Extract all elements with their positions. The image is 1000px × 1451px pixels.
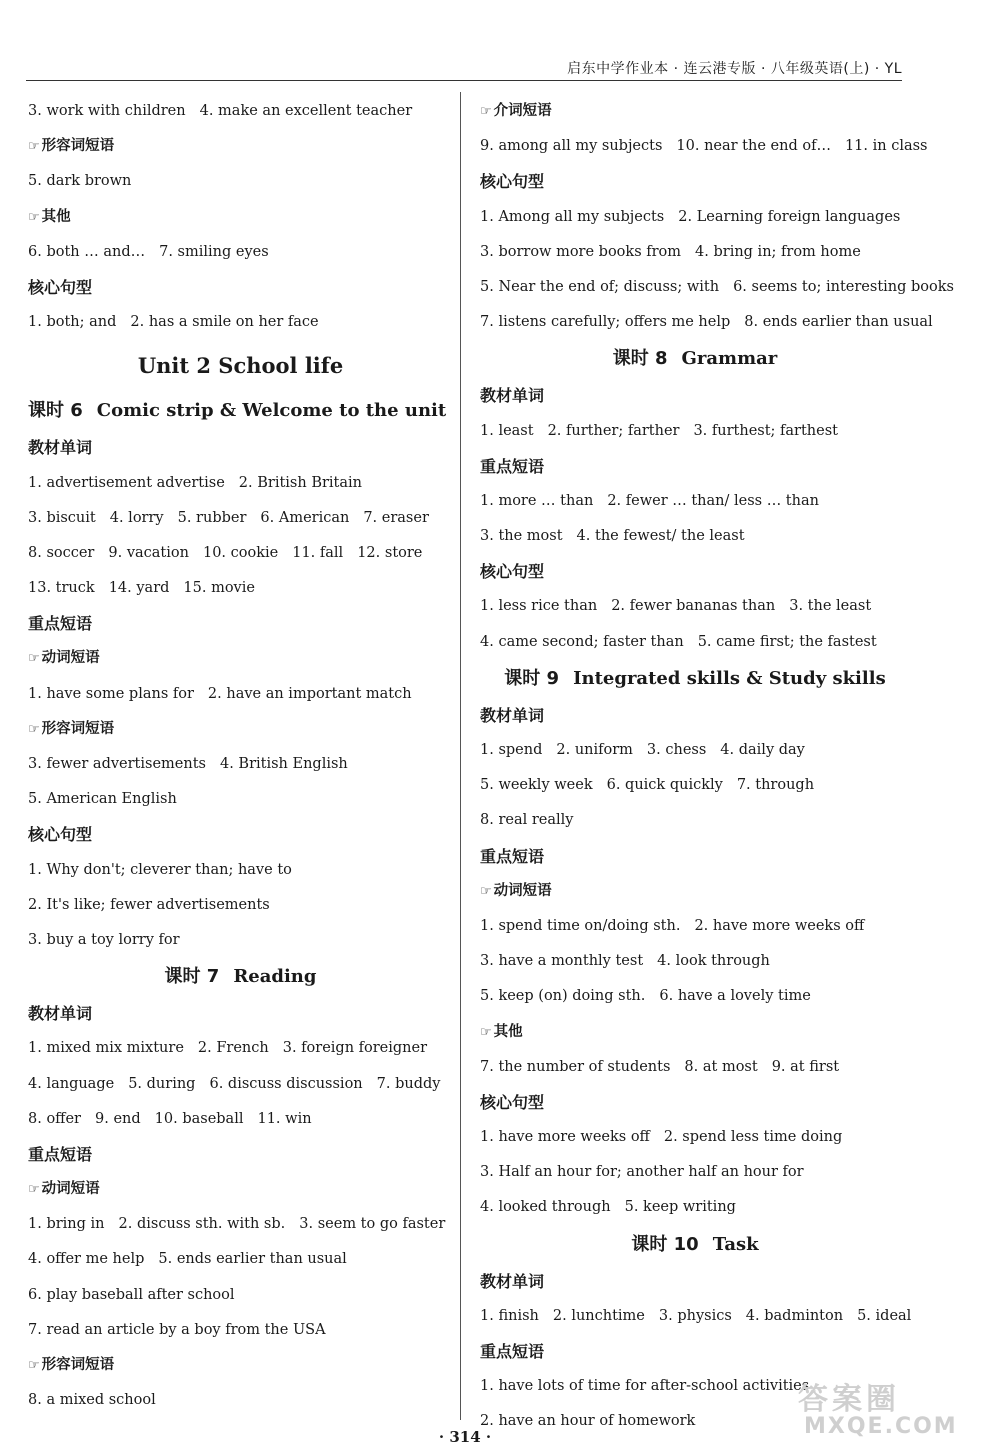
section-heading: 教材单词 xyxy=(480,386,545,406)
left-column xyxy=(28,94,453,1418)
answer-item: 1. Among all my subjects xyxy=(480,208,665,225)
section-heading: 教材单词 xyxy=(480,705,545,725)
answer-item: 3. work with children xyxy=(28,103,186,119)
answer-item: 2. uniform xyxy=(556,742,633,758)
answer-line xyxy=(28,164,453,199)
answer-item: 9. among all my subjects xyxy=(480,138,663,155)
answer-line xyxy=(480,1050,910,1085)
lesson-title: 课时 9 Integrated skills & Study skills xyxy=(504,667,886,689)
answer-line xyxy=(480,589,910,624)
answer-item: 5. came first; the fastest xyxy=(697,633,877,650)
answer-line xyxy=(28,1067,453,1102)
answer-item: 2. spend less time doing xyxy=(663,1129,843,1146)
answer-item: 3. foreign foreigner xyxy=(282,1040,428,1057)
subheading-preposition-phrases: ☞ 介词短语 xyxy=(480,103,552,119)
answer-line xyxy=(480,733,910,768)
answer-item: 2. lunchtime xyxy=(552,1307,645,1324)
pointing-hand-icon: ☞ xyxy=(28,651,40,667)
answer-item: 3. chess xyxy=(646,742,707,758)
answer-item: 2. Learning foreign languages xyxy=(678,208,901,225)
answer-item: 6. seems to; interesting books xyxy=(733,278,954,295)
section-heading: 核心句型 xyxy=(28,825,93,845)
section-heading: 重点短语 xyxy=(480,846,545,866)
section-heading: 重点短语 xyxy=(480,456,545,476)
answer-item: 6. American xyxy=(260,509,350,526)
answer-line xyxy=(480,768,910,803)
pointing-hand-icon: ☞ xyxy=(28,1182,40,1198)
answer-item: 4. lorry xyxy=(109,509,164,526)
answer-item: 7. read an article by a boy from the USA xyxy=(28,1321,326,1338)
answer-item: 5. dark brown xyxy=(28,173,132,190)
answer-line xyxy=(480,270,954,305)
answer-item: 8. soccer xyxy=(28,544,95,561)
answer-item: 2. French xyxy=(197,1040,269,1057)
answer-item: 9. vacation xyxy=(108,544,189,561)
answer-line xyxy=(28,466,453,501)
answer-line xyxy=(28,923,453,958)
answer-item: 6. both … and… xyxy=(28,243,146,260)
subheading-verb-phrases: ☞ 动词短语 xyxy=(28,650,100,667)
section-heading: 核心句型 xyxy=(480,1092,545,1112)
answer-line xyxy=(480,1299,910,1334)
subheading-other: ☞ 其他 xyxy=(28,208,71,225)
answer-line xyxy=(480,414,910,449)
answer-item: 5. during xyxy=(128,1075,196,1092)
answer-item: 5. rubber xyxy=(177,509,247,526)
answer-item: 8. a mixed school xyxy=(28,1392,156,1409)
header-rule xyxy=(26,80,902,81)
section-heading: 核心句型 xyxy=(28,277,93,297)
answer-item: 9. at first xyxy=(771,1058,840,1075)
answer-line xyxy=(480,305,933,340)
subheading-verb-phrases: ☞ 动词短语 xyxy=(28,1181,100,1198)
answer-item: 2. fewer … than/ less … than xyxy=(607,492,819,509)
answer-item: 10. baseball xyxy=(154,1110,244,1127)
answer-item: 2. British Britain xyxy=(238,474,362,491)
answer-item: 2. have more weeks off xyxy=(694,917,865,934)
pointing-hand-icon: ☞ xyxy=(28,721,40,737)
answer-line xyxy=(28,1242,453,1277)
answer-item: 4. look through xyxy=(657,953,770,970)
subheading-adjective-phrases: ☞ 形容词短语 xyxy=(28,138,115,155)
lesson-title: 课时 10 Task xyxy=(631,1233,759,1255)
answer-item: 1. have more weeks off xyxy=(480,1129,650,1146)
answer-item: 3. seem to go faster xyxy=(299,1216,446,1233)
answer-item: 2. It's like; fewer advertisements xyxy=(28,896,270,913)
answer-item: 3. have a monthly test xyxy=(480,953,644,970)
answer-item: 5. keep (on) doing sth. xyxy=(480,988,646,1005)
answer-item: 3. the most xyxy=(480,528,563,545)
answer-item: 1. bring in xyxy=(28,1216,105,1233)
answer-item: 3. biscuit xyxy=(28,509,96,526)
answer-item: 3. the least xyxy=(789,598,872,615)
answer-line xyxy=(28,94,453,129)
subheading-verb-phrases: ☞ 动词短语 xyxy=(480,882,552,899)
answer-item: 1. more … than xyxy=(480,492,594,509)
section-heading: 教材单词 xyxy=(28,438,93,458)
unit-title: Unit 2 School life xyxy=(137,353,344,379)
right-column xyxy=(480,94,954,1440)
pointing-hand-icon: ☞ xyxy=(28,139,40,155)
answer-line xyxy=(480,979,910,1014)
answer-item: 4. daily day xyxy=(720,742,805,758)
answer-item: 4. British English xyxy=(219,756,348,772)
answer-line xyxy=(480,200,910,235)
page-number: · 314 · xyxy=(438,1428,492,1446)
column-divider xyxy=(460,92,461,1420)
answer-line xyxy=(480,1120,910,1155)
pointing-hand-icon: ☞ xyxy=(480,104,492,119)
answer-item: 2. has a smile on her face xyxy=(130,314,319,331)
answer-line xyxy=(28,235,453,270)
answer-item: 4. make an excellent teacher xyxy=(199,103,413,119)
answer-item: 1. mixed mix mixture xyxy=(28,1040,184,1057)
answer-item: 6. play baseball after school xyxy=(28,1286,235,1303)
answer-item: 1. have lots of time for after-school activities xyxy=(480,1378,810,1395)
answer-item: 1. advertisement advertise xyxy=(28,474,225,491)
answer-item: 8. at most xyxy=(684,1058,758,1075)
answer-item: 4. the fewest/ the least xyxy=(576,528,745,545)
answer-item: 5. American English xyxy=(28,791,177,808)
answer-item: 3. buy a toy lorry for xyxy=(28,931,180,948)
answer-line xyxy=(480,909,910,944)
answer-line xyxy=(480,803,910,838)
answer-line xyxy=(28,536,453,571)
section-heading: 重点短语 xyxy=(28,1144,93,1164)
answer-line xyxy=(28,1313,453,1348)
answer-item: 2. further; farther xyxy=(547,422,680,439)
lesson-title: 课时 6 Comic strip & Welcome to the unit xyxy=(28,400,447,422)
answer-line xyxy=(28,1207,453,1242)
section-heading: 核心句型 xyxy=(480,562,545,582)
pointing-hand-icon: ☞ xyxy=(480,883,492,899)
answer-item: 1. Why don't; cleverer than; have to xyxy=(28,861,292,878)
answer-item: 3. furthest; farthest xyxy=(693,422,838,439)
answer-item: 1. both; and xyxy=(28,314,117,331)
answer-item: 13. truck xyxy=(28,580,95,597)
answer-item: 10. cookie xyxy=(202,544,279,561)
answer-item: 6. quick quickly xyxy=(606,777,723,794)
answer-item: 6. discuss discussion xyxy=(209,1075,363,1092)
section-heading: 重点短语 xyxy=(28,614,93,634)
answer-item: 8. real really xyxy=(480,812,574,829)
answer-line xyxy=(480,519,910,554)
answer-item: 4. bring in; from home xyxy=(695,243,861,260)
answer-item: 5. ideal xyxy=(857,1307,912,1324)
answer-item: 4. badminton xyxy=(745,1307,844,1324)
answer-item: 7. listens carefully; offers me help xyxy=(480,314,731,331)
lesson-title: 课时 8 Grammar xyxy=(612,348,778,370)
answer-line xyxy=(480,1190,910,1225)
answer-item: 11. fall xyxy=(292,544,344,561)
answer-item: 1. finish xyxy=(480,1307,539,1324)
answer-line xyxy=(28,853,453,888)
answer-item: 1. spend time on/doing sth. xyxy=(480,917,681,934)
answer-line xyxy=(28,1102,453,1137)
answer-item: 1. less rice than xyxy=(480,598,598,615)
answer-line xyxy=(28,1278,453,1313)
pointing-hand-icon: ☞ xyxy=(28,1358,40,1373)
answer-item: 2. have an important match xyxy=(207,685,412,702)
answer-item: 4. looked through xyxy=(480,1199,611,1216)
answer-line xyxy=(28,501,453,536)
section-heading: 教材单词 xyxy=(28,1004,93,1024)
answer-item: 7. eraser xyxy=(363,509,429,526)
answer-item: 7. through xyxy=(736,777,815,794)
answer-item: 11. win xyxy=(257,1110,312,1127)
section-heading: 核心句型 xyxy=(480,172,545,192)
answer-line xyxy=(480,484,910,519)
answer-line xyxy=(28,1383,453,1418)
answer-item: 4. offer me help xyxy=(28,1251,145,1268)
subheading-adjective-phrases: ☞ 形容词短语 xyxy=(28,1357,115,1373)
answer-line xyxy=(28,677,453,712)
answer-line xyxy=(480,625,910,660)
answer-item: 6. have a lovely time xyxy=(659,988,811,1005)
answer-item: 7. buddy xyxy=(376,1075,441,1092)
answer-line xyxy=(480,235,910,270)
answer-item: 2. have an hour of homework xyxy=(480,1413,696,1430)
answer-line xyxy=(480,1155,910,1190)
subheading-adjective-phrases: ☞ 形容词短语 xyxy=(28,720,115,737)
answer-item: 4. came second; faster than xyxy=(480,633,684,650)
answer-item: 12. store xyxy=(357,544,423,561)
subheading-other: ☞ 其他 xyxy=(480,1023,523,1040)
answer-line xyxy=(28,571,453,606)
answer-line xyxy=(28,888,453,923)
answer-item: 1. have some plans for xyxy=(28,685,194,702)
answer-item: 7. the number of students xyxy=(480,1058,671,1075)
answer-item: 2. discuss sth. with sb. xyxy=(118,1216,286,1233)
answer-item: 2. fewer bananas than xyxy=(611,598,776,615)
answer-item: 15. movie xyxy=(183,580,255,597)
watermark-logo: 答案圈 MXQE.COM xyxy=(798,1382,958,1439)
answer-item: 7. smiling eyes xyxy=(159,243,269,260)
answer-item: 8. offer xyxy=(28,1110,81,1127)
pointing-hand-icon: ☞ xyxy=(28,209,40,225)
pointing-hand-icon: ☞ xyxy=(480,1024,492,1040)
answer-item: 5. weekly week xyxy=(480,777,593,794)
answer-line xyxy=(480,944,910,979)
section-heading: 重点短语 xyxy=(480,1342,545,1361)
answer-item: 5. Near the end of; discuss; with xyxy=(480,278,720,295)
answer-line xyxy=(28,1031,453,1066)
answer-line xyxy=(480,129,928,164)
answer-item: 5. keep writing xyxy=(624,1199,736,1216)
answer-item: 3. borrow more books from xyxy=(480,243,682,260)
answer-item: 9. end xyxy=(95,1110,141,1127)
answer-item: 3. fewer advertisements xyxy=(28,756,206,772)
answer-item: 1. least xyxy=(480,422,534,439)
answer-item: 4. language xyxy=(28,1075,115,1092)
answer-item: 3. physics xyxy=(658,1307,732,1324)
answer-item: 5. ends earlier than usual xyxy=(158,1251,347,1268)
answer-item: 3. Half an hour for; another half an hour for xyxy=(480,1164,804,1181)
running-header: 启东中学作业本 · 连云港专版 · 八年级英语(上) · YL xyxy=(567,61,902,77)
answer-item: 10. near the end of… xyxy=(676,138,831,155)
answer-line xyxy=(28,305,453,340)
answer-item: 1. spend xyxy=(480,742,543,758)
answer-item: 8. ends earlier than usual xyxy=(744,314,933,331)
answer-item: 14. yard xyxy=(108,580,170,597)
section-heading: 教材单词 xyxy=(480,1271,545,1291)
lesson-title: 课时 7 Reading xyxy=(164,966,317,988)
answer-item: 11. in class xyxy=(844,138,928,155)
answer-line xyxy=(28,747,453,782)
answer-line xyxy=(28,782,453,817)
